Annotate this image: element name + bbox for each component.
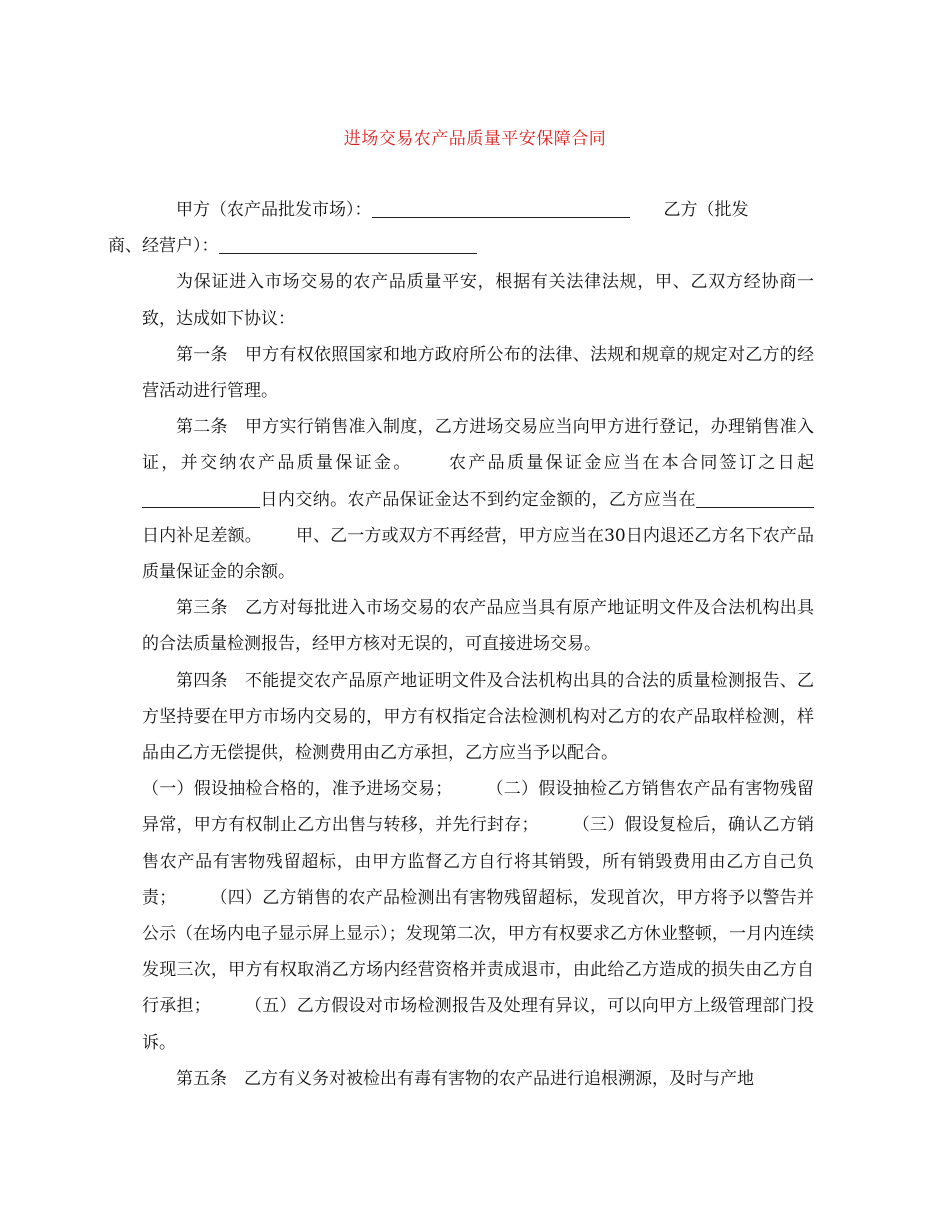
parties-paragraph [108,192,814,264]
clause-1: （一）假设抽检合格的，准予进场交易； [142,779,453,800]
article-2-text-e: 甲、乙一方或双方不再经营，甲方应当在30日内退还乙方名下农产品质量保证金的余额。 [142,525,814,583]
topup-days-blank[interactable] [696,489,814,508]
article-2 [142,409,814,590]
clauses-paragraph [142,771,814,1061]
article-5: 第五条 乙方有义务对被检出有毒有害物的农产品进行追根溯源，及时与产地 [176,1068,754,1089]
clause-4: （四）乙方销售的农产品检测出有害物残留超标，发现首次，甲方将予以警告并公示（在场内电子显示屏上显示）；发现第二次，甲方有权要求乙方休业整顿，一月内连续发现三次，甲方有权取消乙方场内经营资格并责成退市，由此给乙方造成的损失由乙方自行承担； [142,887,814,1017]
article-2-text-b: 农产品质量保证金应当在本合同签订之日起 [446,453,815,474]
clause-5: （五）乙方假设对市场检测报告及处理有异议，可以向甲方上级管理部门投诉。 [142,996,814,1053]
party-a-blank[interactable] [372,199,630,218]
contract-title: 进场交易农产品质量平安保障合同 [343,129,607,149]
party-b-label-1: 乙方（批发 [663,200,749,220]
party-b-label-2: 商、经营户）： [108,236,219,257]
article-2-text-a: 第二条 甲方实行销售准入制度，乙方进场交易应当向甲方进行登记，办理销售准入证，并交纳农产品质量保证金。 [142,417,814,474]
clause-3: （三）假设复检后，确认乙方销售农产品有害物残留超标，由甲方监督乙方自行将其销毁，所有销毁费用由乙方自己负责； [142,815,814,908]
party-b-blank[interactable] [219,235,477,254]
deposit-days-blank[interactable] [142,489,260,508]
article-1: 第一条 甲方有权依照国家和地方政府所公布的法律、法规和规章的规定对乙方的经营活动进行管理。 [142,344,814,402]
contract-body [108,192,815,1097]
article-2-text-d: 日内补足差额。 [142,525,262,546]
intro-paragraph: 为保证进入市场交易的农产品质量平安，根据有关法律法规，甲、乙双方经协商一致，达成如下协议： [142,272,814,329]
party-a-label: 甲方（农产品批发市场）： [176,200,372,220]
clause-2: （二）假设抽检乙方销售农产品有害物残留异常，甲方有权制止乙方出售与转移，并先行封存； [142,779,814,836]
article-4: 第四条 不能提交农产品原产地证明文件及合法机构出具的合法的质量检测报告、乙方坚持要在甲方市场内交易的，甲方有权指定合法检测机构对乙方的农产品取样检测，样品由乙方无偿提供，检测费用由乙方承担，乙方应当予以配合。 [142,670,814,764]
article-2-text-c: 日内交纳。农产品保证金达不到约定金额的，乙方应当在 [260,489,696,510]
article-3: 第三条 乙方对每批进入市场交易的农产品应当具有原产地证明文件及合法机构出具的合法质量检测报告，经甲方核对无误的，可直接进场交易。 [142,598,814,655]
